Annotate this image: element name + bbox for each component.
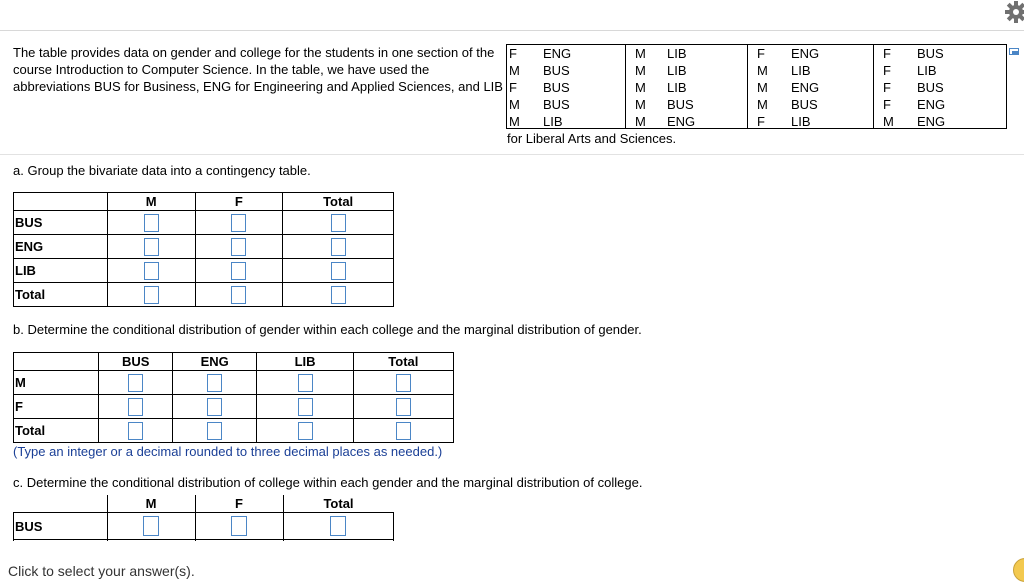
raw-data-table	[506, 44, 1007, 129]
data-gender: M	[757, 80, 768, 95]
input-lib-f[interactable]	[231, 262, 246, 280]
input-total-f[interactable]	[231, 286, 246, 304]
col-header-eng: ENG	[172, 353, 256, 371]
settings-gear-icon[interactable]	[1003, 0, 1024, 24]
data-college: BUS	[543, 63, 570, 78]
input-f-lib[interactable]	[298, 398, 313, 416]
data-college: BUS	[667, 97, 694, 112]
input-eng-m[interactable]	[144, 238, 159, 256]
lib-abbreviation-note: for Liberal Arts and Sciences.	[507, 131, 677, 146]
col-header-lib: LIB	[257, 353, 353, 371]
input-bus-f[interactable]	[231, 214, 246, 232]
data-gender: F	[883, 97, 891, 112]
input-f-total[interactable]	[396, 398, 411, 416]
data-gender: M	[509, 63, 520, 78]
row-header-bus: BUS	[14, 211, 108, 235]
top-divider	[0, 30, 1024, 31]
input-m-bus[interactable]	[128, 374, 143, 392]
row-header-f: F	[14, 395, 99, 419]
input-c-bus-total[interactable]	[330, 516, 346, 536]
rounding-hint: (Type an integer or a decimal rounded to three decimal places as needed.)	[13, 444, 443, 459]
data-college: BUS	[917, 80, 944, 95]
data-column-divider	[747, 45, 748, 128]
data-gender: M	[635, 63, 646, 78]
data-college: BUS	[791, 97, 818, 112]
data-gender: M	[635, 80, 646, 95]
data-college: LIB	[791, 63, 811, 78]
part-b-label: b. Determine the conditional distribution of gender within each college and the marginal distribution of gender.	[13, 322, 642, 337]
problem-intro-text: The table provides data on gender and college for the students in one section of the course Introduction to Computer Science. In the table, we have used the abbreviations BUS for Business, ENG for Engineering and Applied Sciences, and LIB	[13, 45, 503, 94]
col-header-total: Total	[283, 495, 394, 513]
data-college: LIB	[917, 63, 937, 78]
input-bus-total[interactable]	[331, 214, 346, 232]
input-eng-total[interactable]	[331, 238, 346, 256]
data-gender: M	[757, 97, 768, 112]
footer-instruction: Click to select your answer(s).	[8, 563, 195, 579]
data-gender: F	[509, 80, 517, 95]
data-gender: M	[509, 114, 520, 129]
data-column-divider	[625, 45, 626, 128]
data-gender: F	[509, 46, 517, 61]
data-gender: F	[883, 63, 891, 78]
data-column-divider	[873, 45, 874, 128]
col-header-bus: BUS	[99, 353, 173, 371]
input-c-bus-m[interactable]	[143, 516, 159, 536]
col-header-total: Total	[283, 193, 394, 211]
row-header-eng: ENG	[14, 235, 108, 259]
input-total-lib[interactable]	[298, 422, 313, 440]
input-total-m[interactable]	[144, 286, 159, 304]
input-total-bus[interactable]	[128, 422, 143, 440]
data-gender: F	[757, 114, 765, 129]
input-m-eng[interactable]	[207, 374, 222, 392]
row-header-total: Total	[14, 419, 99, 443]
row-header-bus: BUS	[14, 513, 108, 540]
data-gender: F	[883, 46, 891, 61]
data-college: LIB	[667, 63, 687, 78]
gender-distribution-table	[13, 352, 454, 443]
data-gender: M	[635, 97, 646, 112]
col-header-m: M	[107, 193, 195, 211]
data-gender: M	[883, 114, 894, 129]
section-divider	[0, 154, 1024, 155]
input-bus-m[interactable]	[144, 214, 159, 232]
input-total-total[interactable]	[396, 422, 411, 440]
input-f-bus[interactable]	[128, 398, 143, 416]
input-eng-f[interactable]	[231, 238, 246, 256]
col-header-total: Total	[353, 353, 453, 371]
data-college: ENG	[791, 80, 820, 95]
part-c-label: c. Determine the conditional distribution of college within each gender and the marginal distribution of college.	[13, 475, 643, 490]
data-college: LIB	[667, 80, 687, 95]
data-college: LIB	[791, 114, 811, 129]
data-college: ENG	[791, 46, 820, 61]
row-header-total: Total	[14, 283, 108, 307]
data-college: ENG	[917, 114, 946, 129]
data-gender: M	[635, 114, 646, 129]
data-gender: M	[635, 46, 646, 61]
data-college: ENG	[543, 46, 572, 61]
data-gender: M	[757, 63, 768, 78]
data-gender: F	[757, 46, 765, 61]
data-gender: F	[883, 80, 891, 95]
input-c-bus-f[interactable]	[231, 516, 247, 536]
input-f-eng[interactable]	[207, 398, 222, 416]
data-college: BUS	[917, 46, 944, 61]
contingency-table	[13, 192, 394, 307]
popout-window-icon[interactable]	[1009, 48, 1020, 56]
data-college: LIB	[667, 46, 687, 61]
input-m-total[interactable]	[396, 374, 411, 392]
data-college: BUS	[543, 80, 570, 95]
data-college: LIB	[543, 114, 563, 129]
input-total-total[interactable]	[331, 286, 346, 304]
input-lib-total[interactable]	[331, 262, 346, 280]
input-lib-m[interactable]	[144, 262, 159, 280]
corner-cell	[14, 353, 99, 371]
input-m-lib[interactable]	[298, 374, 313, 392]
row-header-m: M	[14, 371, 99, 395]
data-college: ENG	[667, 114, 696, 129]
col-header-f: F	[195, 495, 283, 513]
col-header-f: F	[195, 193, 283, 211]
data-college: BUS	[543, 97, 570, 112]
corner-cell	[14, 495, 108, 513]
part-a-label: a. Group the bivariate data into a contingency table.	[13, 163, 311, 178]
data-gender: M	[509, 97, 520, 112]
input-total-eng[interactable]	[207, 422, 222, 440]
row-header-lib: LIB	[14, 259, 108, 283]
corner-cell	[14, 193, 108, 211]
col-header-m: M	[107, 495, 195, 513]
data-college: ENG	[917, 97, 946, 112]
